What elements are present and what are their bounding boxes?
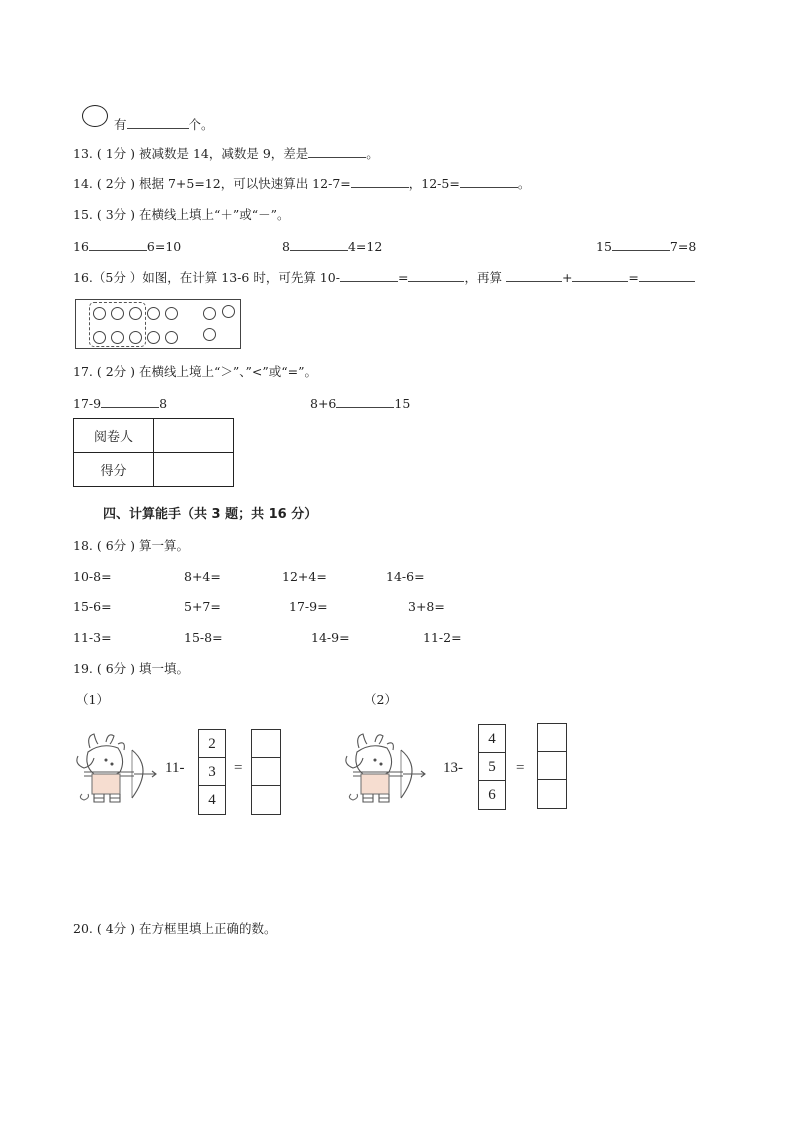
answer-blank[interactable] — [460, 176, 518, 188]
q18-expr: 12+4= — [282, 569, 327, 584]
q15-item-3: 15 7=8 — [596, 239, 697, 254]
score-table — [73, 418, 234, 487]
q18-expr: 10-8= — [73, 569, 112, 584]
dot-icon — [93, 307, 106, 320]
answer-blank[interactable] — [336, 396, 394, 408]
question-17: 17. ( 2分 ) 在横线上境上“＞”、”<”或“=”。 — [73, 364, 318, 379]
subtrahend-cell: 4 — [479, 725, 505, 753]
dot-icon — [93, 331, 106, 344]
subtrahend-cell: 2 — [199, 730, 225, 758]
subtrahend-cell: 6 — [488, 787, 496, 803]
question-19: 19. ( 6分 ) 填一填。 — [73, 661, 189, 676]
reviewer-label: 阅卷人 — [74, 419, 154, 453]
score-field[interactable] — [154, 453, 234, 487]
minuend-label: 11- — [165, 760, 185, 776]
question-20: 20. ( 4分 ) 在方框里填上正确的数。 — [73, 921, 277, 936]
subtrahend-column — [198, 729, 226, 815]
dot-icon — [222, 305, 235, 318]
answer-blank[interactable] — [290, 239, 348, 251]
answer-blank[interactable] — [101, 396, 159, 408]
question-13: 13. ( 1分 ) 被减数是 14，减数是 9，差是 。 — [73, 146, 379, 161]
q15-item-1: 16 6=10 — [73, 239, 182, 254]
answer-blank[interactable] — [506, 270, 562, 282]
answer-blank[interactable] — [127, 117, 189, 129]
equals-sign: = — [234, 760, 243, 776]
answer-blank[interactable] — [572, 270, 628, 282]
answer-box[interactable] — [252, 786, 280, 814]
minuend-label: 13- — [443, 760, 463, 776]
question-15: 15. ( 3分 ) 在横线上填上“＋”或“－”。 — [73, 207, 290, 222]
section-title: 四、计算能手（共 3 题；共 16 分） — [103, 507, 318, 522]
q18-expr: 11-3= — [73, 630, 112, 645]
dot-icon — [129, 307, 142, 320]
cow-archer-icon — [72, 728, 162, 808]
dot-icon — [111, 307, 124, 320]
answer-blank[interactable] — [351, 176, 409, 188]
dot-icon — [165, 307, 178, 320]
dot-icon — [111, 331, 124, 344]
dot-icon — [147, 307, 160, 320]
question-14: 14. ( 2分 ) 根据 7+5=12，可以快速算出 12-7= ，12-5= 。 — [73, 176, 531, 191]
q15-item-2: 8 4=12 — [282, 239, 383, 254]
subtrahend-cell: 5 — [479, 753, 505, 781]
answer-box[interactable] — [538, 780, 566, 808]
answer-blank[interactable] — [408, 270, 464, 282]
question-16: 16.（5分 ）如图，在计算 13-6 时，可先算 10- = ，再算 + = — [73, 270, 695, 286]
q17-item-2: 8+6 15 — [310, 396, 411, 411]
answer-column — [251, 729, 281, 815]
answer-blank[interactable] — [308, 146, 366, 158]
q18-expr: 14-9= — [311, 630, 350, 645]
dot-icon — [203, 307, 216, 320]
dot-icon — [203, 328, 216, 341]
reviewer-field[interactable] — [154, 419, 234, 453]
answer-box[interactable] — [538, 724, 566, 752]
question-18: 18. ( 6分 ) 算一算。 — [73, 538, 189, 553]
score-label: 得分 — [74, 453, 154, 487]
equals-sign: = — [516, 760, 525, 776]
q18-expr: 3+8= — [408, 599, 445, 614]
answer-blank[interactable] — [612, 239, 670, 251]
subtrahend-cell: 4 — [208, 792, 216, 808]
answer-box[interactable] — [252, 730, 280, 758]
dot-icon — [165, 331, 178, 344]
q12-tail: 有 个。 — [114, 117, 214, 132]
answer-blank[interactable] — [639, 270, 695, 282]
part-label: （1） — [76, 692, 109, 707]
q18-expr: 14-6= — [386, 569, 425, 584]
dot-icon — [129, 331, 142, 344]
answer-column — [537, 723, 567, 809]
dot-icon — [147, 331, 160, 344]
answer-blank[interactable] — [340, 270, 398, 282]
cow-archer-icon — [341, 728, 431, 808]
q18-expr: 11-2= — [423, 630, 462, 645]
circle-shape-icon — [82, 105, 108, 127]
answer-box[interactable] — [538, 752, 566, 780]
q18-expr: 5+7= — [184, 599, 221, 614]
answer-box[interactable] — [252, 758, 280, 786]
subtrahend-column — [478, 724, 506, 810]
part-label: （2） — [364, 692, 397, 707]
subtrahend-cell: 3 — [199, 758, 225, 786]
q18-expr: 17-9= — [289, 599, 328, 614]
answer-blank[interactable] — [89, 239, 147, 251]
q18-expr: 15-6= — [73, 599, 112, 614]
q17-item-1: 17-9 8 — [73, 396, 168, 411]
q18-expr: 15-8= — [184, 630, 223, 645]
q18-expr: 8+4= — [184, 569, 221, 584]
